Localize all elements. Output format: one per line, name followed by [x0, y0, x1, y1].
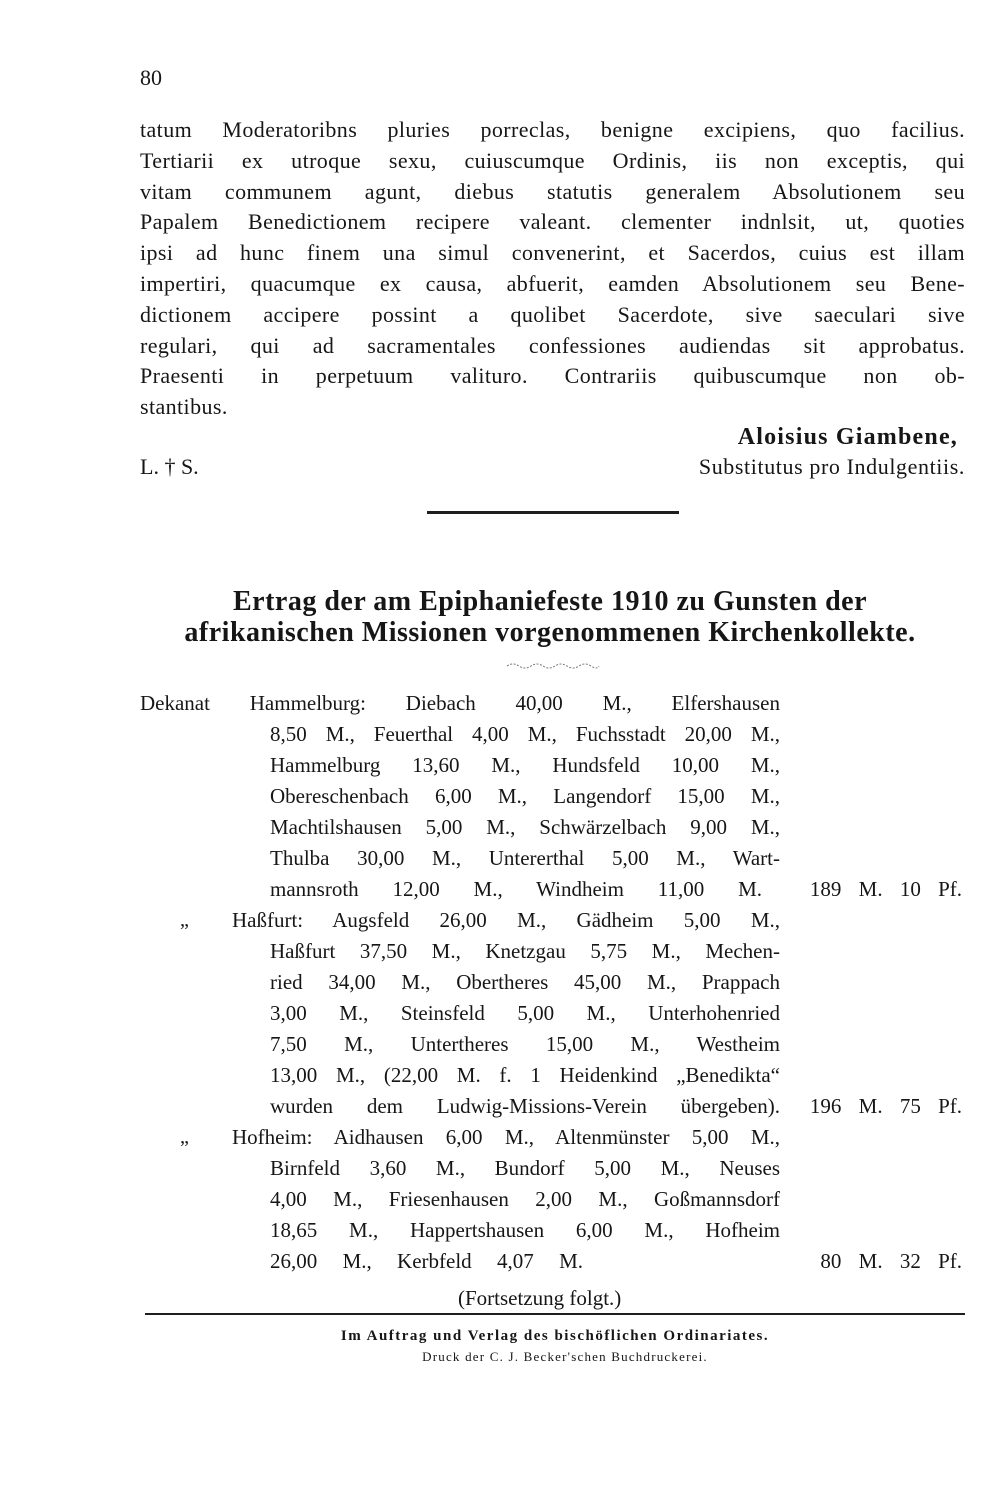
entry-line: Thulba 30,00 M., Untererthal 5,00 M., Wart- [270, 846, 780, 870]
page-number: 80 [140, 65, 162, 90]
entry-line: Machtilshausen 5,00 M., Schwärzelbach 9,00 M., [270, 815, 780, 839]
entry-total: 189 M. 10 Pf. [809, 877, 962, 901]
entry-line: 8,50 M., Feuerthal 4,00 M., Fuchsstadt 20,00 M., [270, 722, 780, 746]
decree-paragraph [140, 115, 965, 423]
ornament-wave [507, 664, 599, 668]
entry-line: Haßfurt: Augsfeld 26,00 M., Gädheim 5,00 M., [232, 908, 780, 932]
decree-line: dictionem accipere possint a quolibet Sacerdote, sive saeculari sive [140, 301, 965, 327]
entry-line: Birnfeld 3,60 M., Bundorf 5,00 M., Neuses [270, 1156, 780, 1180]
entry-line: 18,65 M., Happertshausen 6,00 M., Hofheim [270, 1218, 780, 1242]
entry-line: mannsroth 12,00 M., Windheim 11,00 M. [270, 877, 762, 901]
decree-line: tatum Moderatoribns pluries porreclas, benigne excipiens, quo facilius. [140, 117, 965, 142]
decree-line: stantibus. [140, 394, 228, 420]
entry-total: 80 M. 32 Pf. [820, 1249, 962, 1273]
footer-divider [145, 1313, 965, 1315]
continuation-note: (Fortsetzung folgt.) [458, 1286, 622, 1310]
decree-line: regulari, qui ad sacramentales confessiones audiendas sit approbatus. [140, 332, 965, 358]
collection-title-line: afrikanischen Missionen vorgenommenen Kirchenkollekte. [184, 617, 916, 648]
collection-title-line: Ertrag der am Epiphaniefeste 1910 zu Gunsten der [232, 586, 868, 617]
publisher-line: Im Auftrag und Verlag des bischöflichen Ordinariates. [340, 1328, 770, 1344]
entry-line: Dekanat Hammelburg: Diebach 40,00 M., Elfershausen [140, 691, 780, 715]
entry-line: Hofheim: Aidhausen 6,00 M., Altenmünster 5,00 M., [232, 1125, 780, 1149]
entry-line: 26,00 M., Kerbfeld 4,07 M. [270, 1249, 583, 1273]
seal-mark: L. † S. [140, 454, 199, 479]
decree-line: ipsi ad hunc finem una simul convenerint, et Sacerdos, cuius est illam [140, 240, 965, 266]
ornament-flourish [505, 661, 601, 671]
ditto-mark: „ [180, 1126, 189, 1148]
entry-line: 4,00 M., Friesenhausen 2,00 M., Goßmannsdorf [270, 1187, 780, 1211]
entry-line: Hammelburg 13,60 M., Hundsfeld 10,00 M., [270, 753, 780, 777]
printer-line: Druck der C. J. Becker'schen Buchdruckerei. [422, 1349, 708, 1364]
decree-line: Praesenti in perpetuum valituro. Contrariis quibuscumque non ob- [140, 363, 965, 389]
decree-line: impertiri, quacumque ex causa, abfuerit, eamden Absolutionem seu Bene- [140, 270, 965, 296]
section-divider [427, 511, 679, 514]
decree-line: Tertiarii ex utroque sexu, cuiuscumque Ordinis, iis non exceptis, qui [140, 147, 965, 173]
entry-line: Obereschenbach 6,00 M., Langendorf 15,00 M., [270, 784, 780, 808]
decree-line: vitam communem agunt, diebus statutis generalem Absolutionem seu [140, 178, 965, 204]
entry-line: Haßfurt 37,50 M., Knetzgau 5,75 M., Mechen- [270, 939, 780, 963]
entry-line: 3,00 M., Steinsfeld 5,00 M., Unterhohenried [270, 1001, 780, 1025]
entry-line: 7,50 M., Untertheres 15,00 M., Westheim [270, 1032, 780, 1056]
entry-total: 196 M. 75 Pf. [809, 1094, 962, 1118]
signatory-title: Substitutus pro Indulgentiis. [698, 454, 965, 479]
entry-line: wurden dem Ludwig-Missions-Verein übergeben). [270, 1094, 780, 1118]
signatory-name: Aloisius Giambene, [737, 424, 958, 450]
decree-line: Papalem Benedictionem recipere valeant. clementer indnlsit, ut, quoties [140, 209, 965, 235]
entry-line: ried 34,00 M., Obertheres 45,00 M., Prappach [270, 970, 780, 994]
entry-line: 13,00 M., (22,00 M. f. 1 Heidenkind „Benedikta“ [270, 1063, 780, 1087]
ditto-mark: „ [180, 909, 189, 931]
